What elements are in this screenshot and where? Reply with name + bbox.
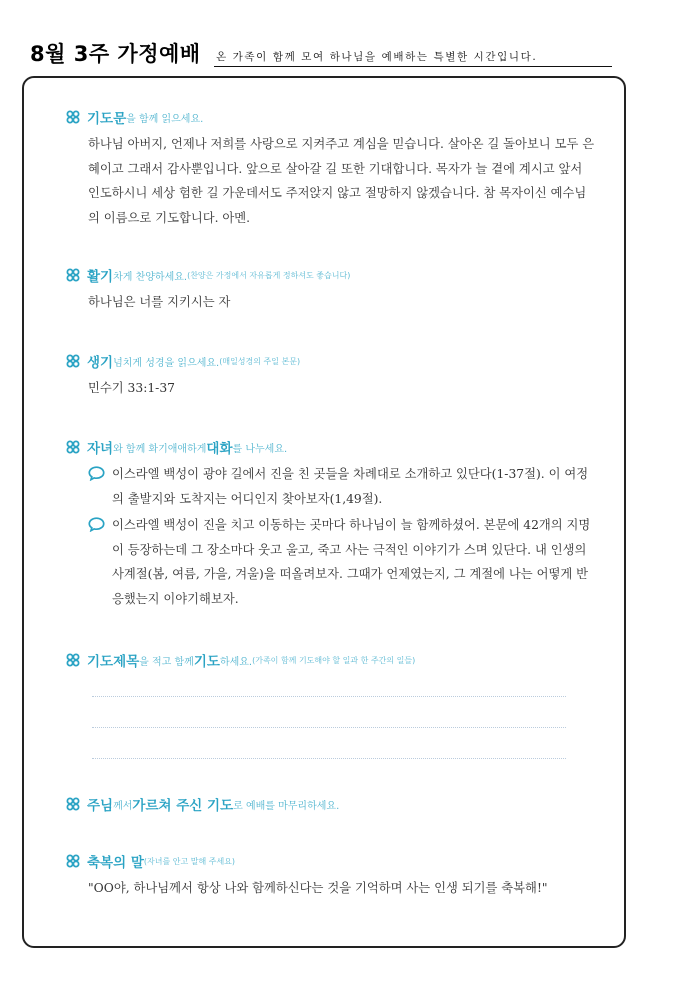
heading-strong: 기도제목 — [87, 654, 140, 670]
speech-bubble-icon — [88, 466, 105, 481]
heading-light: 로 예배를 마무리하세요. — [233, 800, 340, 812]
section-heading — [66, 852, 596, 870]
clover-icon — [66, 854, 80, 868]
writing-line[interactable] — [92, 727, 566, 728]
heading-light: 차게 찬양하세요. — [113, 271, 188, 283]
heading-strong: 기도 — [193, 654, 220, 670]
clover-icon — [66, 354, 80, 368]
heading-strong: 주님 — [87, 798, 114, 814]
blessing-text: "OO야, 하나님께서 항상 나와 함께하신다는 것을 기억하며 사는 인생 되기를 축복해!" — [88, 881, 548, 895]
section-prayer-topics — [66, 651, 596, 759]
clover-icon — [66, 268, 80, 282]
page-header — [30, 38, 590, 72]
heading-strong: 가르쳐 주신 기도 — [132, 798, 234, 814]
clover-icon — [66, 440, 80, 454]
heading-light: 를 나누세요. — [232, 443, 288, 455]
question-text: 이스라엘 백성이 진을 치고 이동하는 곳마다 하나님이 늘 함께하셨어. 본문에 42개의 지명이 등장하는데 그 장소마다 웃고 울고, 죽고 사는 극적인 이야기가 스며 있단다. 내 인생의 사계절(봄, 여름, 가을, 겨울)을 떠올려보자. 그때가 언제였는지, 그 계절에 나는 어떻게 반응했는지 이야기해보자. — [112, 518, 591, 606]
speech-bubble-icon — [88, 517, 105, 532]
clover-icon — [66, 110, 80, 124]
heading-light: 께서 — [113, 800, 133, 812]
heading-strong: 자녀 — [87, 441, 114, 457]
clover-icon — [66, 653, 80, 667]
section-lords-prayer — [66, 795, 596, 813]
page-title: 8월 3주 가정예배 — [30, 42, 201, 66]
heading-strong: 기도문 — [87, 111, 127, 127]
section-heading — [66, 438, 596, 456]
clover-icon — [66, 797, 80, 811]
section-heading — [66, 651, 596, 669]
prayer-text: 하나님 아버지, 언제나 저희를 사랑으로 지켜주고 계심을 믿습니다. 살아온 길 돌아보니 모두 은혜이고 그래서 감사뿐입니다. 앞으로 살아갈 길 또한 기대합니다. 목자가 늘 곁에 계시고 앞서 인도하시니 세상 험한 길 가운데서도 주저앉지 않고 절망하지 않겠습니다. 참 목자이신 예수님의 이름으로 기도합니다. 아멘. — [88, 137, 595, 225]
heading-light: 하세요. — [219, 656, 253, 668]
subtitle-underline — [214, 66, 612, 67]
bible-reference: 민수기 33:1-37 — [88, 381, 175, 395]
section-heading — [66, 266, 596, 284]
praise-text: 하나님은 너를 지키시는 자 — [88, 295, 231, 309]
section-heading — [66, 795, 596, 813]
heading-note: (가족이 함께 기도해야 할 일과 한 주간의 일들) — [252, 655, 416, 665]
heading-light: 넘치게 성경을 읽으세요. — [113, 357, 220, 369]
section-heading — [66, 108, 596, 126]
section-prayer — [66, 108, 596, 230]
heading-strong: 활기 — [87, 269, 114, 285]
heading-strong: 축복의 말 — [87, 855, 144, 871]
heading-light: 을 적고 함께 — [139, 656, 194, 668]
heading-note: (찬양은 가정에서 자유롭게 정하셔도 좋습니다) — [187, 270, 351, 280]
heading-light: 을 함께 읽으세요. — [126, 113, 204, 125]
heading-light: 와 함께 화기애애하게 — [113, 443, 207, 455]
question-text: 이스라엘 백성이 광야 길에서 진을 친 곳들을 차례대로 소개하고 있단다(1-37절). 이 여정의 출발지와 도착지는 어디인지 찾아보자(1,49절). — [112, 467, 589, 506]
writing-line[interactable] — [92, 696, 566, 697]
question-item — [66, 513, 596, 611]
heading-note: (매일성경의 주일 본문) — [219, 356, 301, 366]
section-heading — [66, 352, 596, 370]
heading-note: (자녀를 안고 말해 주세요) — [143, 856, 236, 866]
section-blessing — [66, 852, 596, 901]
section-bible — [66, 352, 596, 401]
writing-line[interactable] — [92, 758, 566, 759]
heading-strong: 대화 — [206, 441, 233, 457]
section-talk — [66, 438, 596, 611]
heading-strong: 생기 — [87, 355, 114, 371]
page-subtitle: 온 가족이 함께 모여 하나님을 예배하는 특별한 시간입니다. — [216, 51, 538, 63]
section-praise — [66, 266, 596, 315]
question-item — [66, 462, 596, 511]
